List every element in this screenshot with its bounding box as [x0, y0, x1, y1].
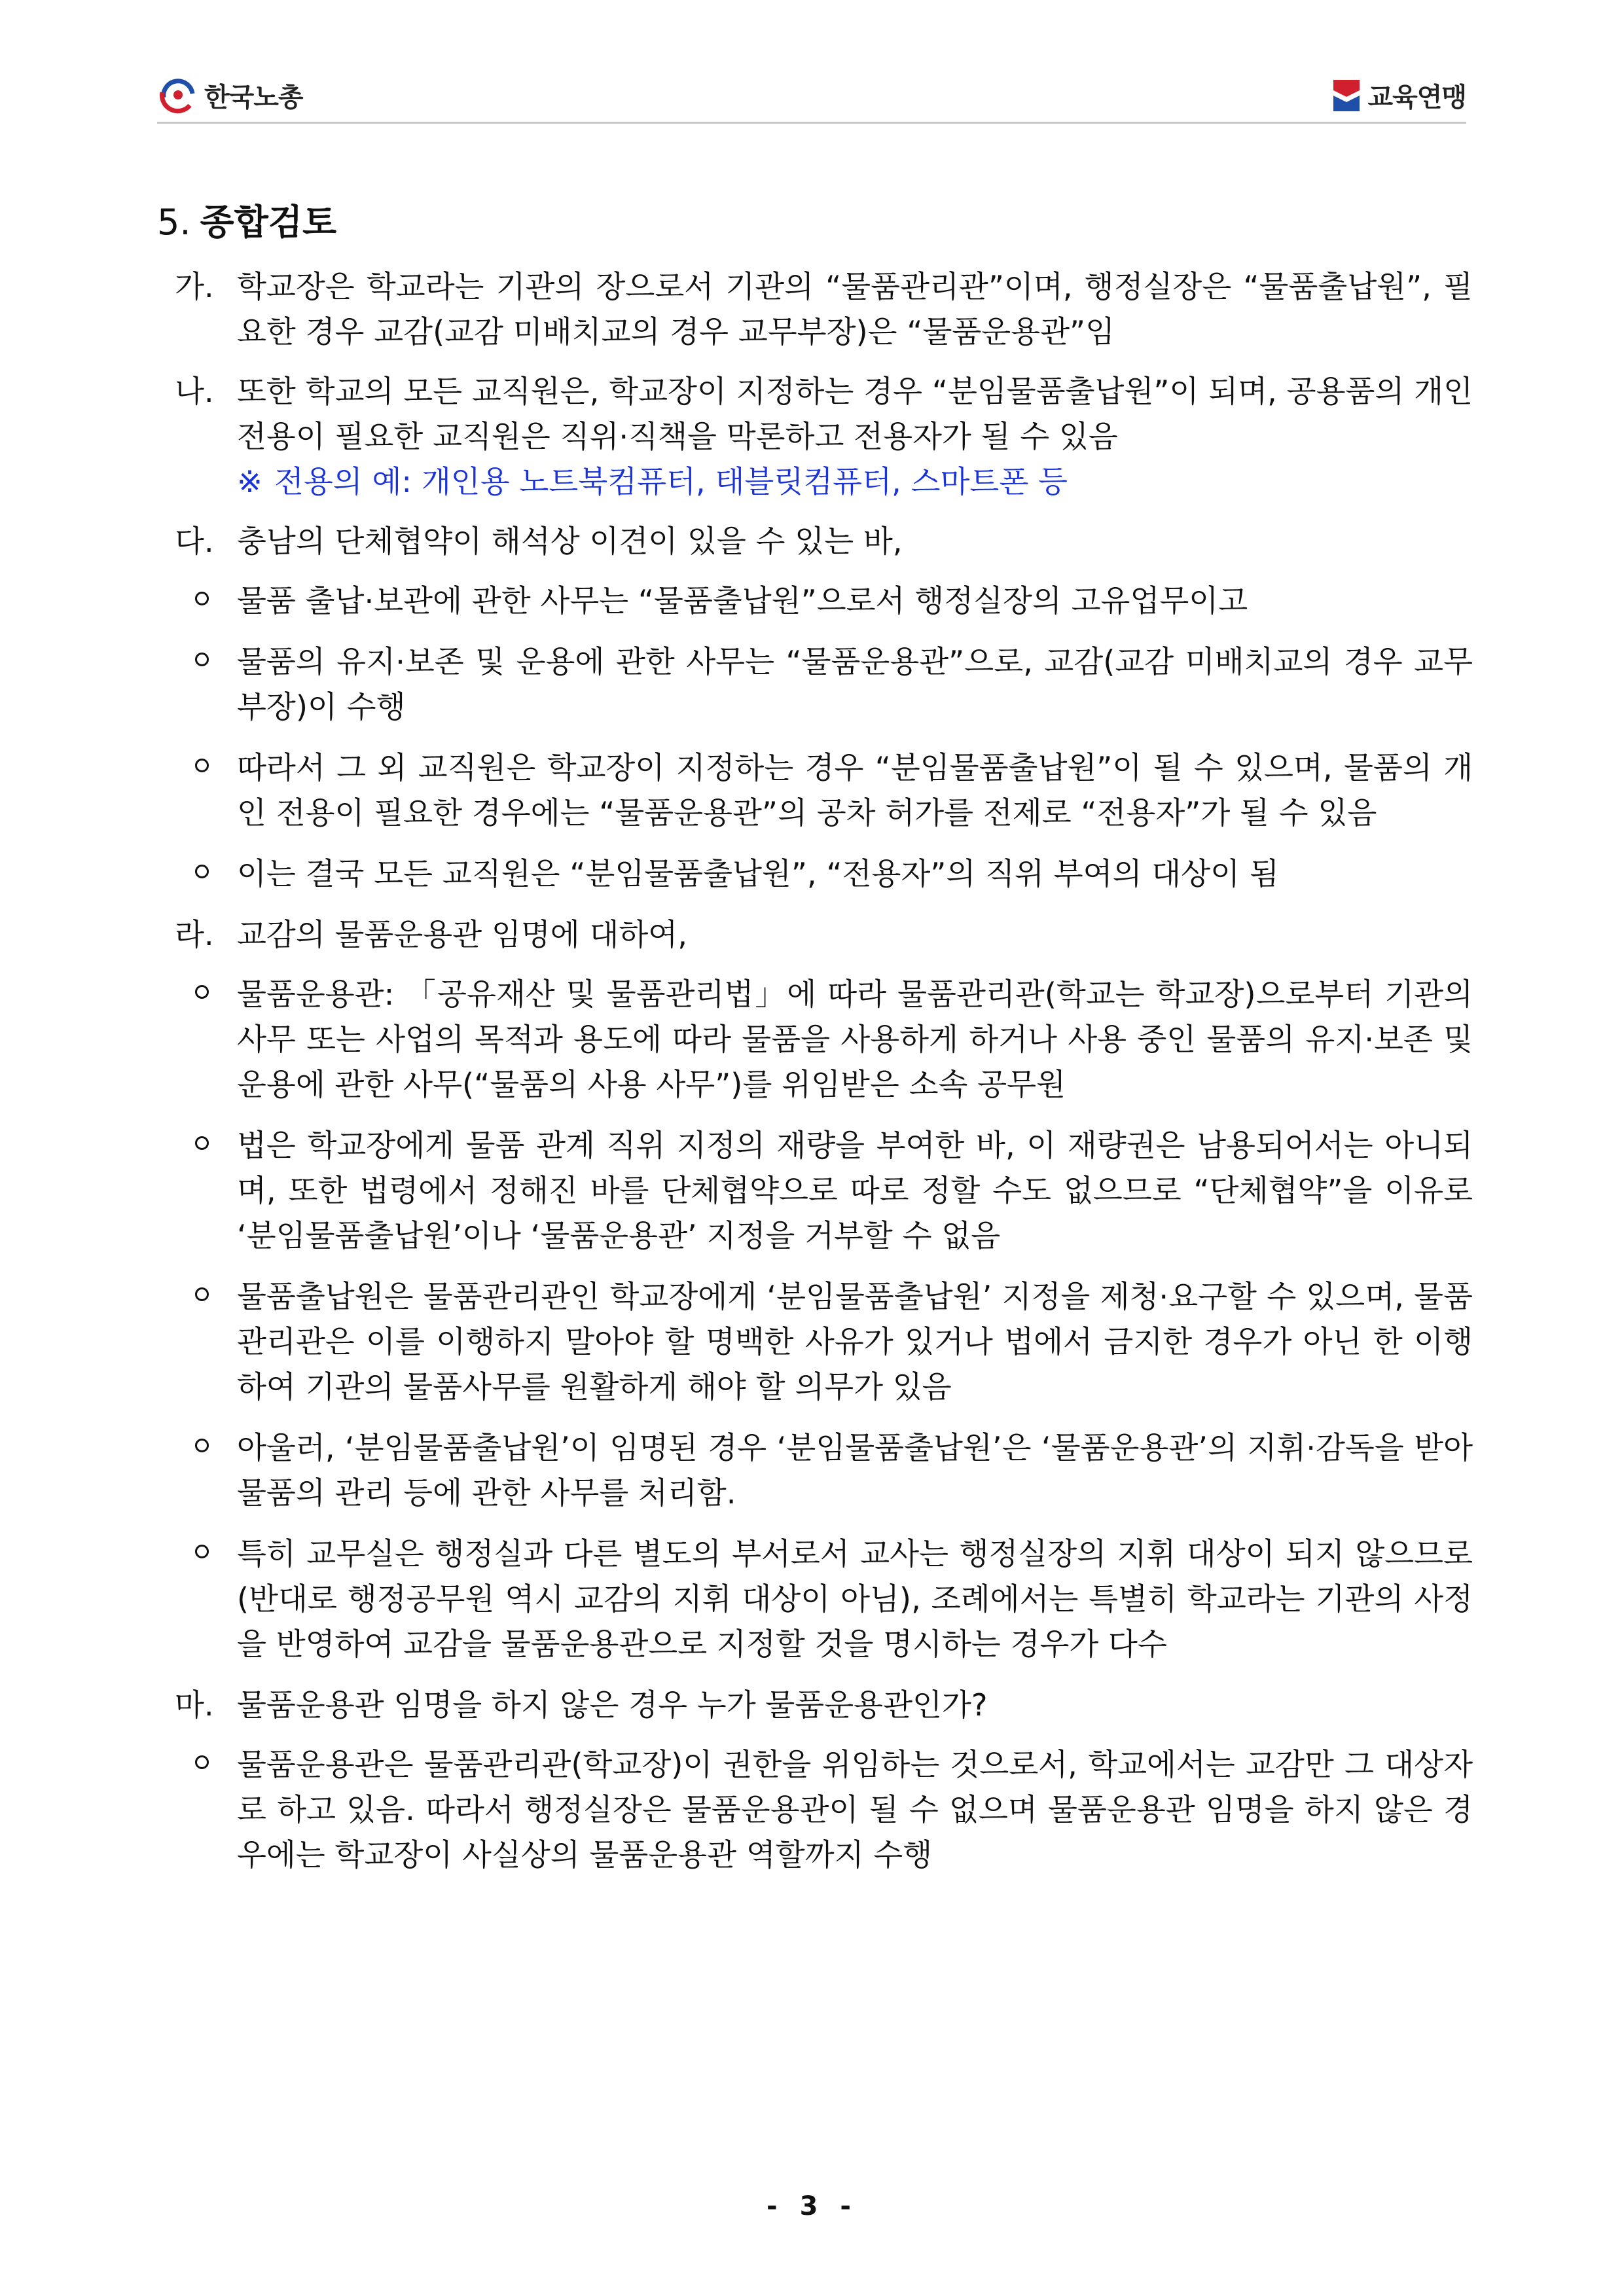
note-mark: ※	[237, 464, 262, 499]
item-label: 나.	[175, 374, 214, 409]
item-label: 라.	[175, 917, 214, 952]
list-item-text: 아울러, ‘분임물품출납원’이 임명된 경우 ‘분임물품출납원’은 ‘물품운용관’의 지휘·감독을 받아 물품의 관리 등에 관한 사무를 처리함.	[237, 1430, 1473, 1511]
education-federation-logo	[1329, 77, 1466, 114]
list-item	[157, 972, 1473, 1107]
bullet-circle-icon	[195, 1136, 209, 1150]
fkti-logo	[157, 74, 303, 116]
header-divider	[157, 122, 1466, 124]
list-item-text: 법은 학교장에게 물품 관계 직위 지정의 재량을 부여한 바, 이 재량권은 남용되어서는 아니되며, 또한 법령에서 정해진 바를 단체협약으로 따로 정할 수도 없으므로 “단체협약”을 이유로 ‘분임물품출납원’이나 ‘물품운용관’ 지정을 거부할 수 없음	[237, 1128, 1473, 1253]
list-item-text: 따라서 그 외 교직원은 학교장이 지정하는 경우 “분임물품출납원”이 될 수 있으며, 물품의 개인 전용이 필요한 경우에는 “물품운용관”의 공차 허가를 전제로 “전용자”가 될 수 있음	[237, 750, 1473, 831]
bullet-circle-icon	[195, 592, 209, 605]
item-label: 다.	[175, 524, 214, 559]
fkti-logo-icon	[157, 74, 199, 116]
list-item-text: 이는 결국 모든 교직원은 “분임물품출납원”, “전용자”의 직위 부여의 대상이 됨	[237, 856, 1279, 891]
bullet-circle-icon	[195, 1755, 209, 1769]
list-item-text: 물품운용관: 「공유재산 및 물품관리법」에 따라 물품관리관(학교는 학교장)으로부터 기관의 사무 또는 사업의 목적과 용도에 따라 물품을 사용하게 하거나 사용 중인 물품의 유지·보존 및 운용에 관한 사무(“물품의 사용 사무”)를 위임받은 소속 공무원	[237, 977, 1473, 1102]
item-na	[157, 369, 1473, 505]
section-title-text: 종합검토	[200, 202, 337, 243]
list-item	[157, 1274, 1473, 1410]
bullet-circle-icon	[195, 759, 209, 772]
bullet-circle-icon	[195, 1287, 209, 1301]
list-item-text: 물품출납원은 물품관리관인 학교장에게 ‘분임물품출납원’ 지정을 제청·요구할 수 있으며, 물품관리관은 이를 이행하지 말아야 할 명백한 사유가 있거나 법에서 금지한 경우가 아닌 한 이행하여 기관의 물품사무를 원활하게 해야 할 의무가 있음	[237, 1279, 1473, 1405]
page-header	[157, 69, 1466, 128]
education-federation-logo-text: 교육연맹	[1367, 82, 1466, 113]
section-title	[157, 196, 1473, 249]
item-text: 또한 학교의 모든 교직원은, 학교장이 지정하는 경우 “분임물품출납원”이 되며, 공용품의 개인 전용이 필요한 교직원은 직위·직책을 막론하고 전용자가 될 수 있음	[237, 374, 1473, 454]
bullet-circle-icon	[195, 865, 209, 878]
note-text: 전용의 예: 개인용 노트북컴퓨터, 태블릿컴퓨터, 스마트폰 등	[274, 464, 1068, 499]
bullet-circle-icon	[195, 1545, 209, 1558]
item-ma	[157, 1683, 1473, 1728]
list-item	[157, 1123, 1473, 1259]
bullet-circle-icon	[195, 985, 209, 999]
page-number: - 3 -	[767, 2191, 857, 2221]
bullet-circle-icon	[195, 1439, 209, 1452]
item-ga	[157, 264, 1473, 355]
fkti-logo-text: 한국노총	[204, 82, 303, 113]
education-federation-logo-icon	[1329, 77, 1363, 114]
item-text: 물품운용관 임명을 하지 않은 경우 누가 물품운용관인가?	[237, 1687, 988, 1723]
list-item-text: 물품운용관은 물품관리관(학교장)이 권한을 위임하는 것으로서, 학교에서는 교감만 그 대상자로 하고 있음. 따라서 행정실장은 물품운용관이 될 수 없으며 물품운용관 임명을 하지 않은 경우에는 학교장이 사실상의 물품운용관 역할까지 수행	[237, 1747, 1473, 1873]
list-item	[157, 1532, 1473, 1667]
list-item	[157, 1742, 1473, 1878]
list-item	[157, 1426, 1473, 1516]
section-number: 5.	[157, 202, 191, 243]
list-item	[157, 852, 1473, 897]
list-item-text: 특히 교무실은 행정실과 다른 별도의 부서로서 교사는 행정실장의 지휘 대상이 되지 않으므로(반대로 행정공무원 역시 교감의 지휘 대상이 아님), 조례에서는 특별히 학교라는 기관의 사정을 반영하여 교감을 물품운용관으로 지정할 것을 명시하는 경우가 다수	[237, 1536, 1473, 1662]
list-item	[157, 745, 1473, 836]
item-da	[157, 519, 1473, 564]
list-item-text: 물품의 유지·보존 및 운용에 관한 사무는 “물품운용관”으로, 교감(교감 미배치교의 경우 교무부장)이 수행	[237, 644, 1473, 725]
item-text: 교감의 물품운용관 임명에 대하여,	[237, 917, 687, 952]
document-body	[157, 196, 1473, 1893]
bullet-circle-icon	[195, 653, 209, 666]
item-label: 가.	[175, 269, 214, 304]
item-label: 마.	[175, 1687, 214, 1723]
list-item	[157, 639, 1473, 730]
item-text: 충남의 단체협약이 해석상 이견이 있을 수 있는 바,	[237, 524, 903, 559]
list-item-text: 물품 출납·보관에 관한 사무는 “물품출납원”으로서 행정실장의 고유업무이고	[237, 583, 1248, 619]
item-text: 학교장은 학교라는 기관의 장으로서 기관의 “물품관리관”이며, 행정실장은 “물품출납원”, 필요한 경우 교감(교감 미배치교의 경우 교무부장)은 “물품운용관”임	[237, 269, 1473, 350]
list-item	[157, 579, 1473, 624]
item-ra	[157, 912, 1473, 958]
note	[237, 459, 1473, 505]
